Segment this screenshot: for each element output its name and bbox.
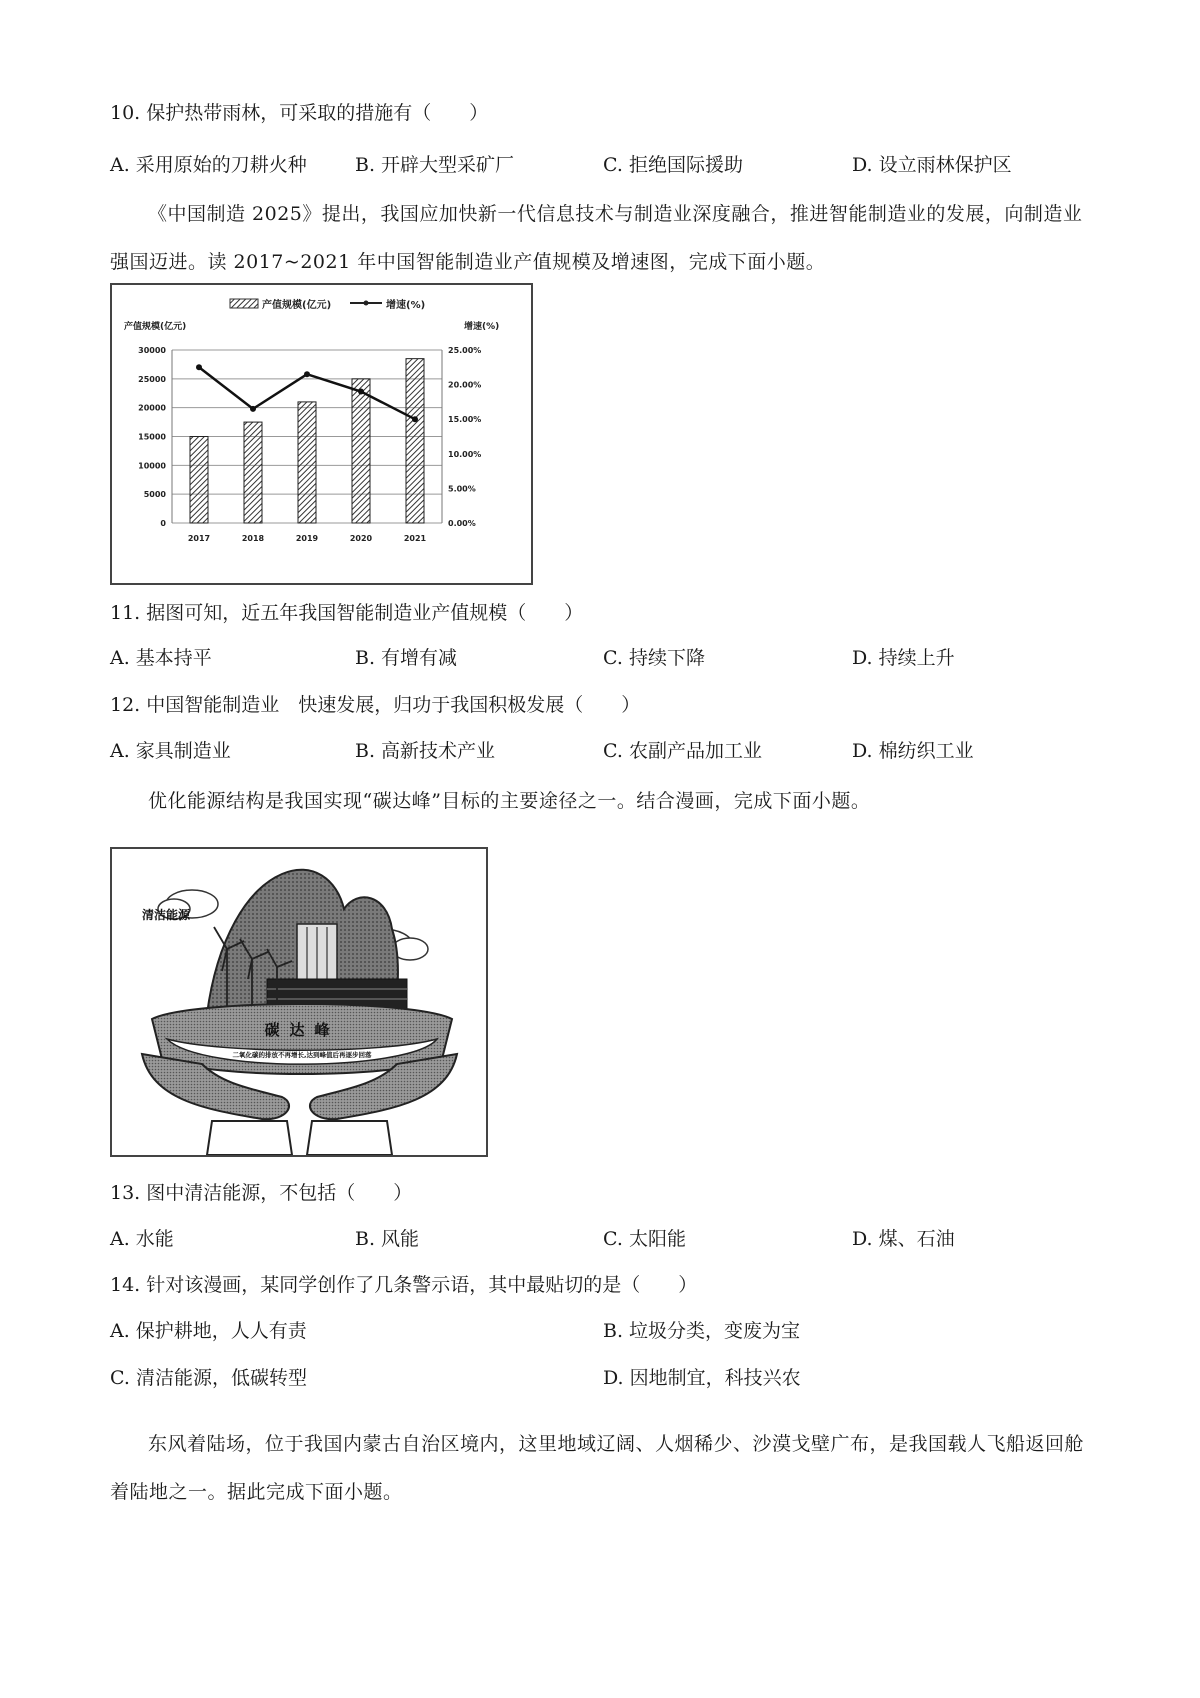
y-tick-left: 25000 — [138, 374, 166, 384]
question-12-stem: 12. 中国智能制造业 快速发展，归功于我国积极发展（ ） — [110, 694, 641, 716]
q10-option-b: B. 开辟大型采矿厂 — [355, 154, 515, 176]
growth-point-2017 — [196, 364, 202, 370]
y-tick-left: 10000 — [138, 461, 166, 471]
question-13-stem: 13. 图中清洁能源，不包括（ ） — [110, 1182, 413, 1204]
x-tick: 2020 — [349, 534, 373, 543]
q14-option-c: C. 清洁能源，低碳转型 — [110, 1367, 307, 1389]
cartoon-caption: 二氧化碳的排放不再增长,达到峰值后再逐步回落 — [232, 1051, 372, 1059]
growth-point-2019 — [304, 371, 310, 377]
cartoon-illustration — [112, 849, 486, 1155]
question-14-stem: 14. 针对该漫画，某同学创作了几条警示语，其中最贴切的是（ ） — [110, 1274, 698, 1296]
bar-2017 — [190, 437, 208, 524]
y-axis-right-label: 增速(%) — [464, 322, 500, 332]
q11-option-a: A. 基本持平 — [110, 647, 212, 669]
carbon-peak-cartoon — [110, 847, 488, 1157]
growth-point-2018 — [250, 406, 256, 412]
q11-option-b: B. 有增有减 — [355, 647, 458, 669]
q10-option-a: A. 采用原始的刀耕火种 — [110, 154, 307, 176]
bar-2018 — [244, 422, 262, 523]
legend-bar-swatch — [230, 299, 258, 308]
q14-option-d: D. 因地制宜，科技兴农 — [603, 1367, 801, 1389]
intro-manufacturing: 《中国制造 2025》提出，我国应加快新一代信息技术与制造业深度融合，推进智能制造业的发展，向制造业强国迈进。读 2017~2021 年中国智能制造业产值规模及增速图，完成下面小题。 — [110, 203, 1083, 273]
q13-option-d: D. 煤、石油 — [852, 1228, 955, 1250]
y-tick-right: 20.00% — [448, 380, 482, 390]
x-tick: 2021 — [403, 534, 427, 543]
q12-option-b: B. 高新技术产业 — [355, 740, 496, 762]
intro-carbon-peak: 优化能源结构是我国实现“碳达峰”目标的主要途径之一。结合漫画，完成下面小题。 — [148, 790, 871, 812]
q13-option-b: B. 风能 — [355, 1228, 420, 1250]
q12-option-c: C. 农副产品加工业 — [603, 740, 762, 762]
x-tick: 2018 — [241, 534, 265, 543]
bar-2019 — [298, 402, 316, 523]
legend-bar-label: 产值规模(亿元) — [262, 300, 332, 311]
cartoon-title: 碳达峰 — [264, 1021, 340, 1039]
clean-energy-label: 清洁能源 — [142, 908, 191, 922]
q12-option-a: A. 家具制造业 — [110, 740, 231, 762]
chart-legend — [230, 298, 425, 311]
question-10-stem: 10. 保护热带雨林，可采取的措施有（ ） — [110, 102, 489, 124]
y-tick-left: 15000 — [138, 432, 166, 442]
y-tick-left: 5000 — [143, 490, 166, 500]
manufacturing-chart — [110, 283, 533, 585]
y-tick-left: 0 — [160, 519, 166, 528]
y-tick-right: 15.00% — [448, 415, 482, 425]
q10-option-c: C. 拒绝国际援助 — [603, 154, 743, 176]
y-tick-right: 10.00% — [448, 449, 482, 459]
bar-2020 — [352, 379, 370, 523]
q11-option-c: C. 持续下降 — [603, 647, 705, 669]
intro-dongfeng-landing: 东风着陆场，位于我国内蒙古自治区境内，这里地域辽阔、人烟稀少、沙漠戈壁广布，是我国载人飞船返回舱着陆地之一。据此完成下面小题。 — [110, 1433, 1085, 1503]
q13-option-c: C. 太阳能 — [603, 1228, 686, 1250]
y-tick-right: 25.00% — [448, 346, 482, 355]
q14-option-a: A. 保护耕地，人人有责 — [110, 1320, 307, 1342]
q14-option-b: B. 垃圾分类，变废为宝 — [603, 1320, 801, 1342]
q13-option-a: A. 水能 — [110, 1228, 174, 1250]
y-tick-left: 20000 — [138, 403, 166, 413]
y-axis-left-label: 产值规模(亿元) — [124, 322, 187, 332]
chart-svg — [112, 285, 531, 583]
q11-option-d: D. 持续上升 — [852, 647, 955, 669]
q12-option-d: D. 棉纺织工业 — [852, 740, 974, 762]
x-tick: 2017 — [187, 534, 211, 543]
y-tick-right: 5.00% — [448, 484, 476, 494]
bar-2021 — [406, 359, 424, 523]
growth-point-2021 — [412, 416, 418, 422]
q10-option-d: D. 设立雨林保护区 — [852, 154, 1012, 176]
question-11-stem: 11. 据图可知，近五年我国智能制造业产值规模（ ） — [110, 602, 584, 624]
legend-line-label: 增速(%) — [386, 300, 426, 311]
y-tick-right: 0.00% — [448, 519, 476, 528]
x-tick: 2019 — [295, 534, 319, 543]
y-tick-left: 30000 — [138, 346, 166, 355]
growth-point-2020 — [358, 389, 364, 395]
